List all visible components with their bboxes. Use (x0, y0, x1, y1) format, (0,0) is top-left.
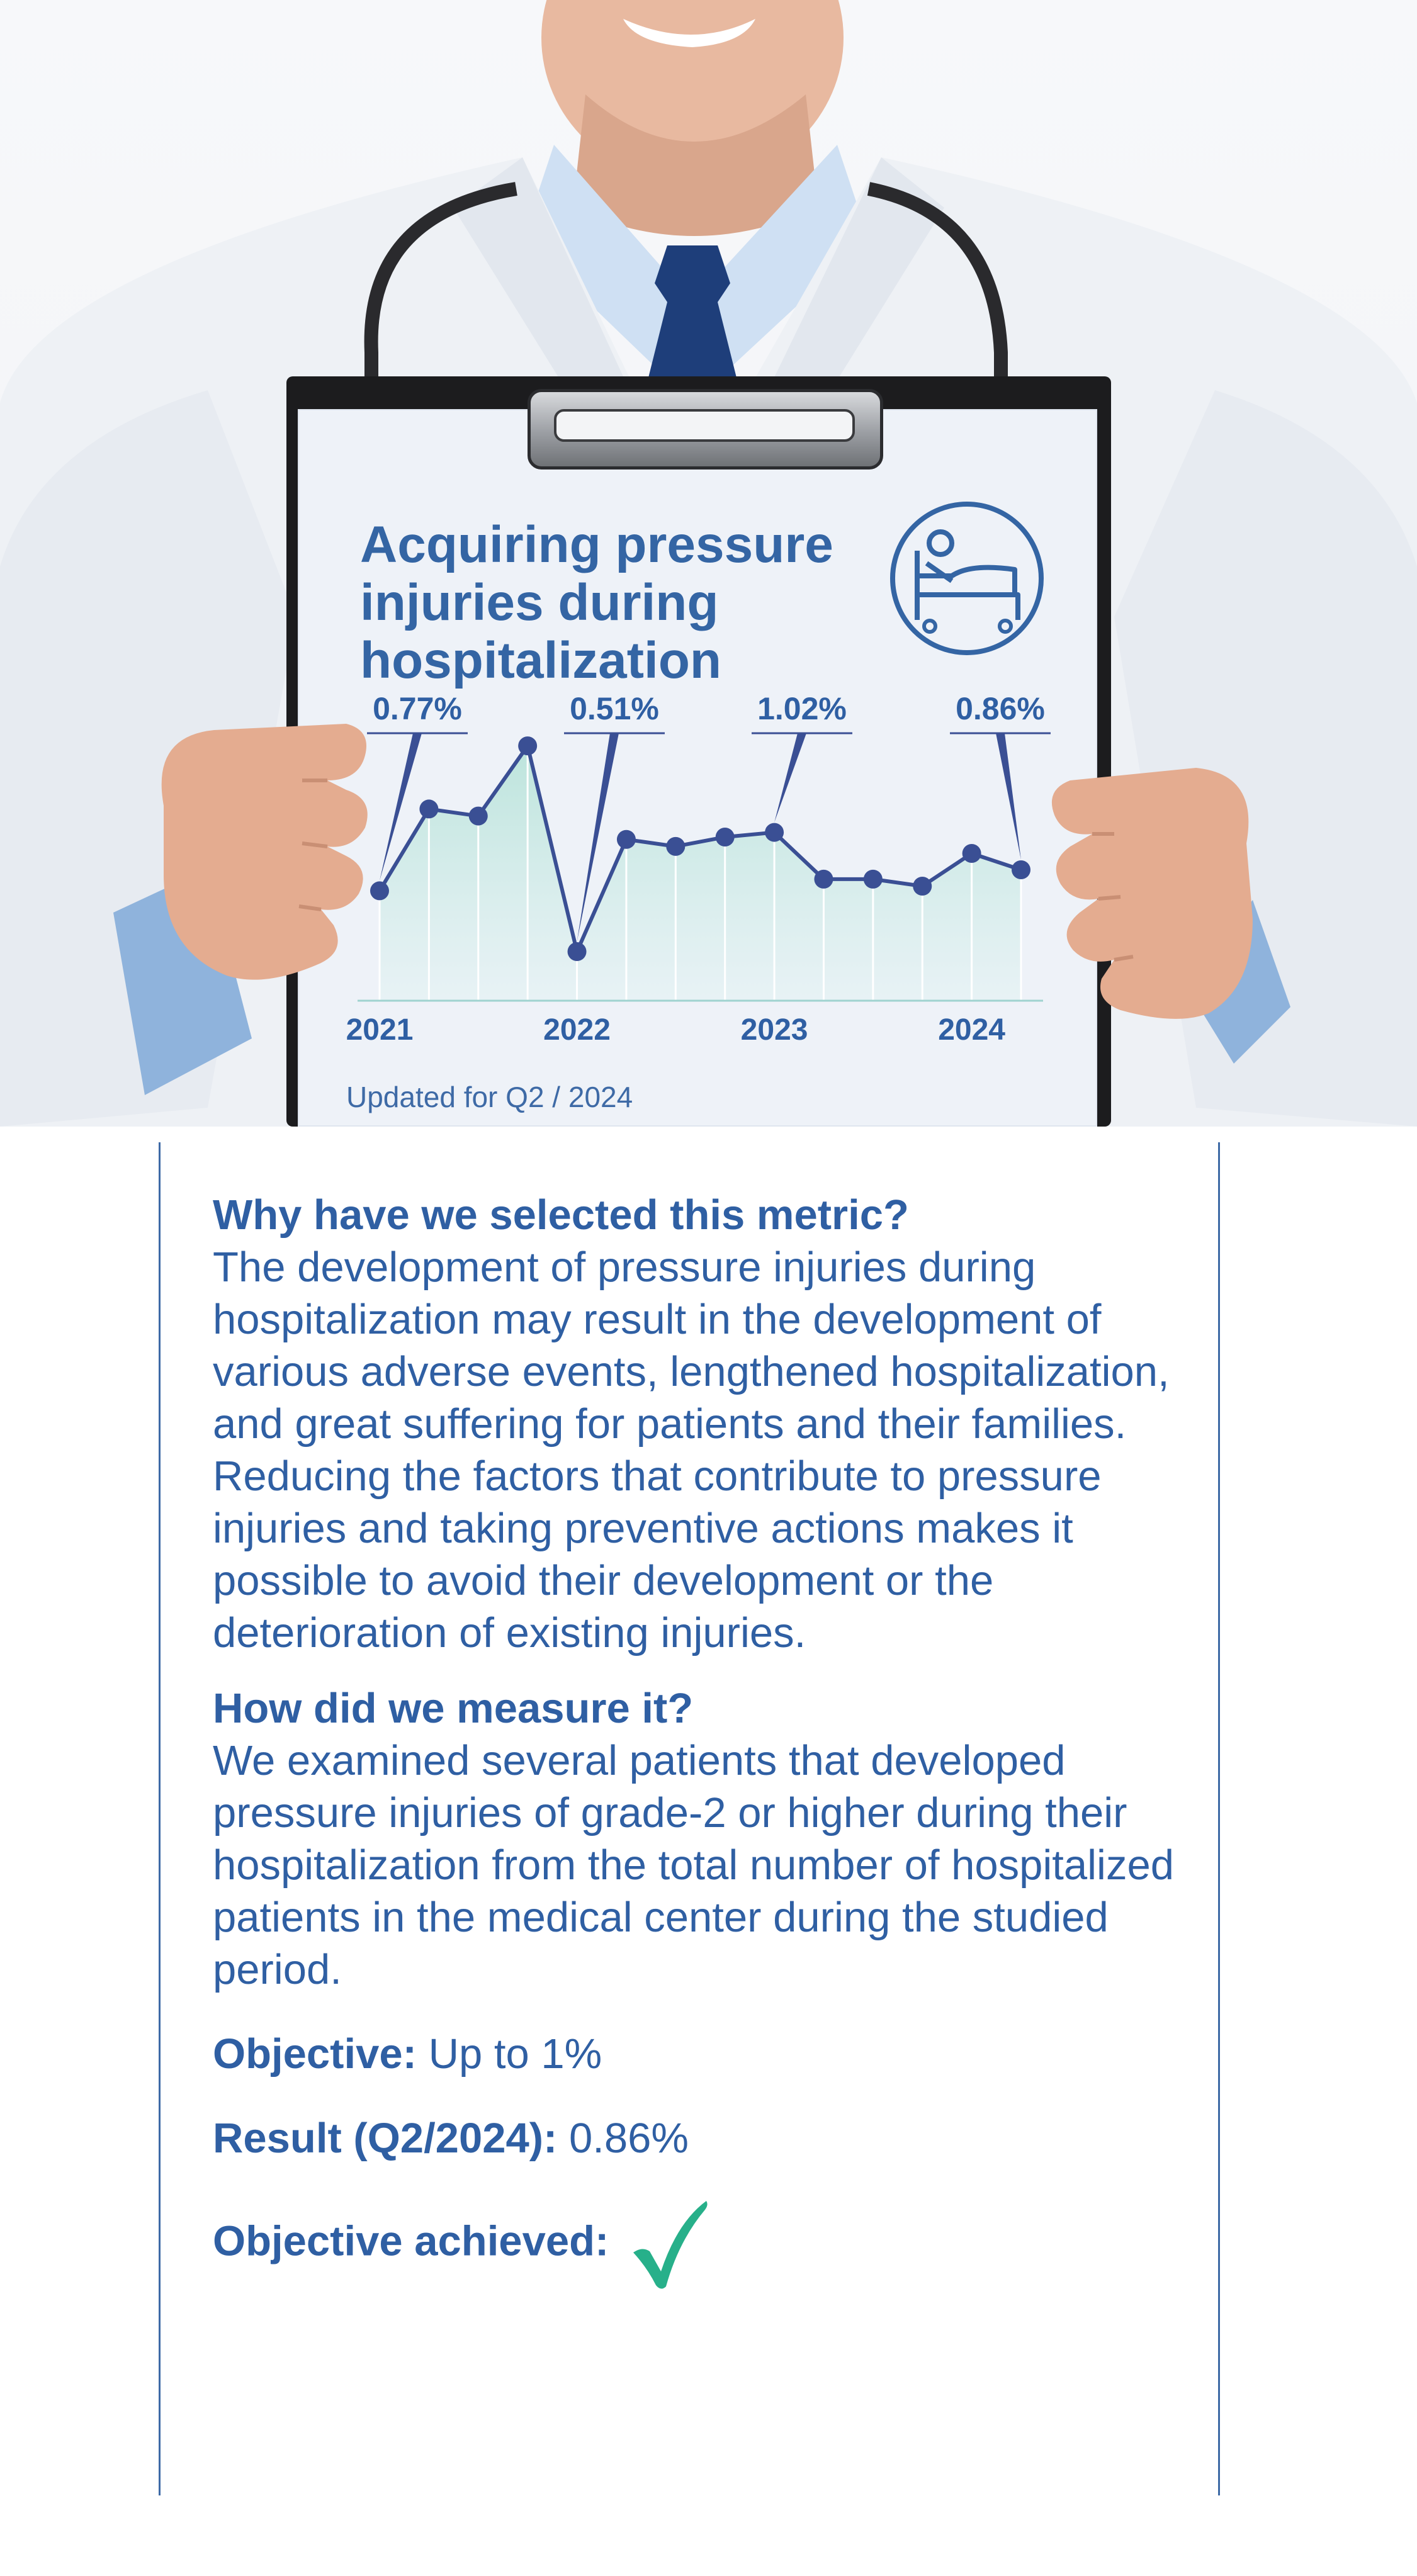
callout-label: 0.86% (956, 691, 1045, 726)
x-tick-label: 2023 (740, 1013, 808, 1047)
x-tick-label: 2024 (938, 1013, 1006, 1047)
callout-leader (774, 733, 806, 823)
x-tick-label: 2022 (543, 1013, 611, 1047)
data-point (469, 807, 488, 826)
callout-label: 0.77% (373, 691, 462, 726)
data-point (913, 877, 932, 896)
achieved-row (213, 2197, 1207, 2292)
result-label: Result (Q2/2024): (213, 2115, 558, 2162)
doctor-photo (0, 0, 1417, 1127)
callout-leader (996, 733, 1021, 860)
objective-value: Up to 1% (428, 2030, 602, 2078)
data-point (963, 844, 981, 863)
data-point (370, 881, 389, 900)
data-point (1012, 860, 1030, 879)
line-chart (0, 0, 1417, 1127)
data-point (568, 942, 587, 961)
data-point (716, 828, 735, 846)
data-point (864, 870, 883, 889)
why-heading: Why have we selected this metric? (213, 1191, 909, 1239)
how-text: We examined several patients that developed pressure injuries of grade-2 or higher during their hospitalization from the total number of hospitalized patients in the medical center during the studied period. (213, 1737, 1174, 1993)
data-point (765, 823, 784, 842)
achieved-label: Objective achieved: (213, 2217, 609, 2265)
chart-area-fill (380, 746, 1021, 1001)
info-text (213, 1190, 1207, 2324)
data-point (617, 830, 636, 849)
data-point (419, 799, 438, 818)
result-row (213, 2113, 1207, 2164)
chart-title: Acquiring pressure injuries during hospitalization (360, 516, 833, 689)
data-point (518, 736, 537, 755)
callout-label: 1.02% (757, 691, 847, 726)
data-point (814, 870, 833, 889)
checkmark-icon (628, 2197, 710, 2292)
objective-label: Objective: (213, 2030, 417, 2078)
callout-label: 0.51% (570, 691, 659, 726)
why-text: The development of pressure injuries during hospitalization may result in the development of various adverse events, lengthened hospitalization, and great suffering for patients and their families. Reducing the factors that contribute to pressure injuries and taking preventive actions makes it possible to avoid their development or the deterioration of existing injuries. (213, 1244, 1170, 1656)
result-value: 0.86% (568, 2115, 689, 2162)
updated-label: Updated for Q2 / 2024 (346, 1081, 633, 1113)
how-heading: How did we measure it? (213, 1685, 694, 1732)
x-tick-label: 2021 (346, 1013, 414, 1047)
objective-row (213, 2028, 1207, 2080)
data-point (666, 837, 685, 856)
